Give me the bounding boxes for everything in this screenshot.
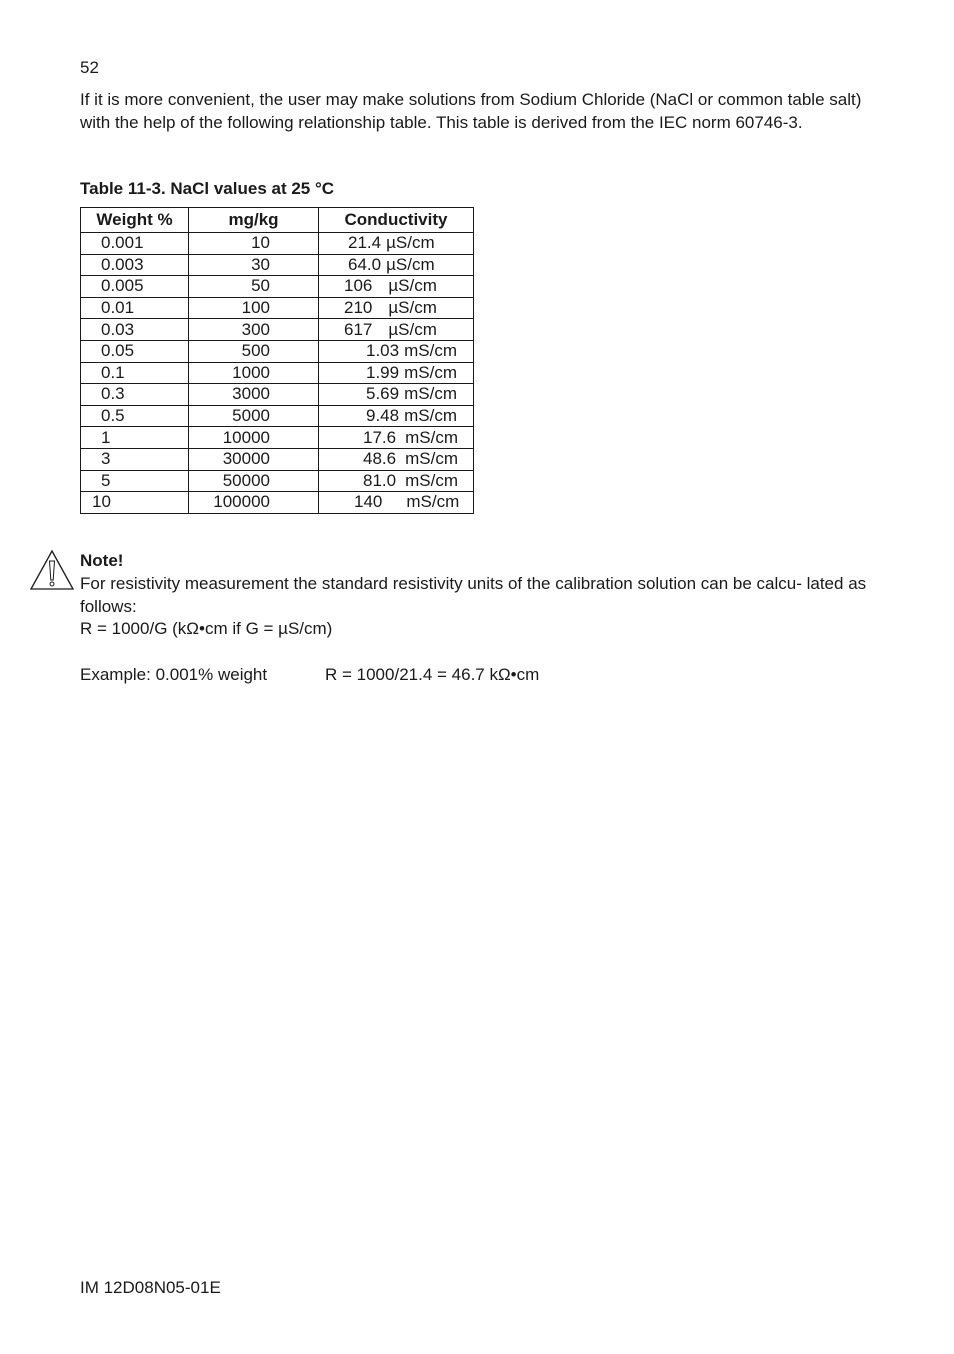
page-number: 52 xyxy=(80,58,99,77)
conductivity-unit: mS/cm xyxy=(404,384,457,404)
cell-weight xyxy=(81,470,189,492)
weight-value: 0.03 xyxy=(101,319,135,339)
mgkg-value: 1000 xyxy=(232,362,270,382)
cell-conductivity xyxy=(319,384,474,406)
cell-weight xyxy=(81,362,189,384)
table-row xyxy=(81,319,474,341)
cell-conductivity xyxy=(319,427,474,449)
mgkg-value: 100 xyxy=(241,298,270,318)
conductivity-value: 1.99 xyxy=(366,362,400,382)
cell-weight xyxy=(81,340,189,362)
cell-mgkg xyxy=(189,233,319,255)
table-row xyxy=(81,405,474,427)
mgkg-value: 30 xyxy=(251,254,270,274)
mgkg-value: 5000 xyxy=(232,406,270,426)
conductivity-value: 81.0 xyxy=(363,470,397,490)
conductivity-unit: mS/cm xyxy=(405,449,458,469)
cell-conductivity xyxy=(319,254,474,276)
table-row xyxy=(81,233,474,255)
mgkg-value: 30000 xyxy=(222,449,270,469)
conductivity-value: 1.03 xyxy=(366,341,400,361)
conductivity-unit: mS/cm xyxy=(405,470,458,490)
header-weight: Weight % xyxy=(81,208,189,233)
mgkg-value: 3000 xyxy=(232,384,270,404)
table-caption: Table 11-3. NaCl values at 25 °C xyxy=(80,179,335,198)
cell-weight xyxy=(81,297,189,319)
conductivity-value: 64.0 xyxy=(348,254,382,274)
cell-weight xyxy=(81,427,189,449)
conductivity-unit: µS/cm xyxy=(386,254,435,274)
conductivity-value: 617 xyxy=(344,319,373,339)
conductivity-value: 21.4 xyxy=(348,233,382,253)
cell-conductivity xyxy=(319,448,474,470)
conductivity-value: 17.6 xyxy=(363,427,397,447)
cell-weight xyxy=(81,448,189,470)
cell-weight xyxy=(81,405,189,427)
cell-mgkg xyxy=(189,254,319,276)
weight-value: 0.003 xyxy=(101,254,144,274)
mgkg-value: 50 xyxy=(251,276,270,296)
conductivity-unit: mS/cm xyxy=(404,341,457,361)
mgkg-value: 50000 xyxy=(222,470,270,490)
cell-mgkg xyxy=(189,319,319,341)
weight-value: 0.1 xyxy=(101,362,125,382)
weight-value: 0.3 xyxy=(101,384,125,404)
cell-mgkg xyxy=(189,405,319,427)
weight-value: 3 xyxy=(101,449,111,469)
cell-conductivity xyxy=(319,297,474,319)
cell-conductivity xyxy=(319,362,474,384)
cell-weight xyxy=(81,319,189,341)
nacl-values-table xyxy=(80,207,474,514)
conductivity-value: 5.69 xyxy=(366,384,400,404)
intro-paragraph: If it is more convenient, the user may make solutions from Sodium Chloride (NaCl or common table salt) with the help of the following relationship table. This table is derived from the IEC norm 60746-3. xyxy=(80,90,862,132)
header-conductivity: Conductivity xyxy=(319,208,474,233)
cell-conductivity xyxy=(319,276,474,298)
weight-value: 0.01 xyxy=(101,298,135,318)
weight-value: 0.5 xyxy=(101,406,125,426)
example-label: Example: 0.001% weight xyxy=(80,665,268,684)
cell-mgkg xyxy=(189,362,319,384)
table-row xyxy=(81,492,474,514)
table-row xyxy=(81,254,474,276)
resistivity-formula: R = 1000/G (kΩ•cm if G = µS/cm) xyxy=(80,619,333,638)
table-row xyxy=(81,448,474,470)
conductivity-value: 48.6 xyxy=(363,449,397,469)
header-mgkg: mg/kg xyxy=(189,208,319,233)
table-row xyxy=(81,427,474,449)
conductivity-unit: µS/cm xyxy=(388,319,437,339)
mgkg-value: 10 xyxy=(251,233,270,253)
note-title: Note! xyxy=(80,551,124,570)
conductivity-unit: mS/cm xyxy=(405,427,458,447)
table-row xyxy=(81,470,474,492)
cell-conductivity xyxy=(319,340,474,362)
mgkg-value: 100000 xyxy=(213,492,270,512)
mgkg-value: 300 xyxy=(241,319,270,339)
cell-weight xyxy=(81,233,189,255)
table-row xyxy=(81,297,474,319)
conductivity-value: 140 xyxy=(354,492,383,512)
cell-mgkg xyxy=(189,340,319,362)
mgkg-value: 10000 xyxy=(222,427,270,447)
weight-value: 0.005 xyxy=(101,276,144,296)
cell-weight xyxy=(81,492,189,514)
cell-conductivity xyxy=(319,470,474,492)
conductivity-value: 9.48 xyxy=(366,406,400,426)
cell-mgkg xyxy=(189,384,319,406)
cell-conductivity xyxy=(319,319,474,341)
table-row xyxy=(81,384,474,406)
conductivity-value: 210 xyxy=(344,298,373,318)
table-body xyxy=(81,233,474,514)
table-header-row xyxy=(81,208,474,233)
cell-conductivity xyxy=(319,492,474,514)
weight-value: 10 xyxy=(92,492,111,512)
weight-value: 0.05 xyxy=(101,341,135,361)
table-row xyxy=(81,276,474,298)
note-body: For resistivity measurement the standard resistivity units of the calibration solution can be calcu- lated as follows: xyxy=(80,574,867,616)
cell-weight xyxy=(81,254,189,276)
conductivity-unit: mS/cm xyxy=(404,362,457,382)
table-row xyxy=(81,340,474,362)
conductivity-unit: mS/cm xyxy=(406,492,460,512)
warning-triangle-icon xyxy=(29,549,75,591)
conductivity-unit: µS/cm xyxy=(388,298,437,318)
cell-mgkg xyxy=(189,448,319,470)
conductivity-unit: µS/cm xyxy=(386,233,435,253)
cell-mgkg xyxy=(189,427,319,449)
conductivity-unit: µS/cm xyxy=(388,276,437,296)
cell-mgkg xyxy=(189,492,319,514)
conductivity-value: 106 xyxy=(344,276,373,296)
weight-value: 1 xyxy=(101,427,111,447)
mgkg-value: 500 xyxy=(241,341,270,361)
conductivity-unit: mS/cm xyxy=(404,406,457,426)
weight-value: 0.001 xyxy=(101,233,144,253)
example-calculation: R = 1000/21.4 = 46.7 kΩ•cm xyxy=(325,665,540,684)
cell-mgkg xyxy=(189,470,319,492)
weight-value: 5 xyxy=(101,470,111,490)
cell-conductivity xyxy=(319,405,474,427)
document-id: IM 12D08N05-01E xyxy=(80,1278,221,1297)
cell-mgkg xyxy=(189,297,319,319)
cell-weight xyxy=(81,384,189,406)
cell-conductivity xyxy=(319,233,474,255)
cell-mgkg xyxy=(189,276,319,298)
table-row xyxy=(81,362,474,384)
cell-weight xyxy=(81,276,189,298)
